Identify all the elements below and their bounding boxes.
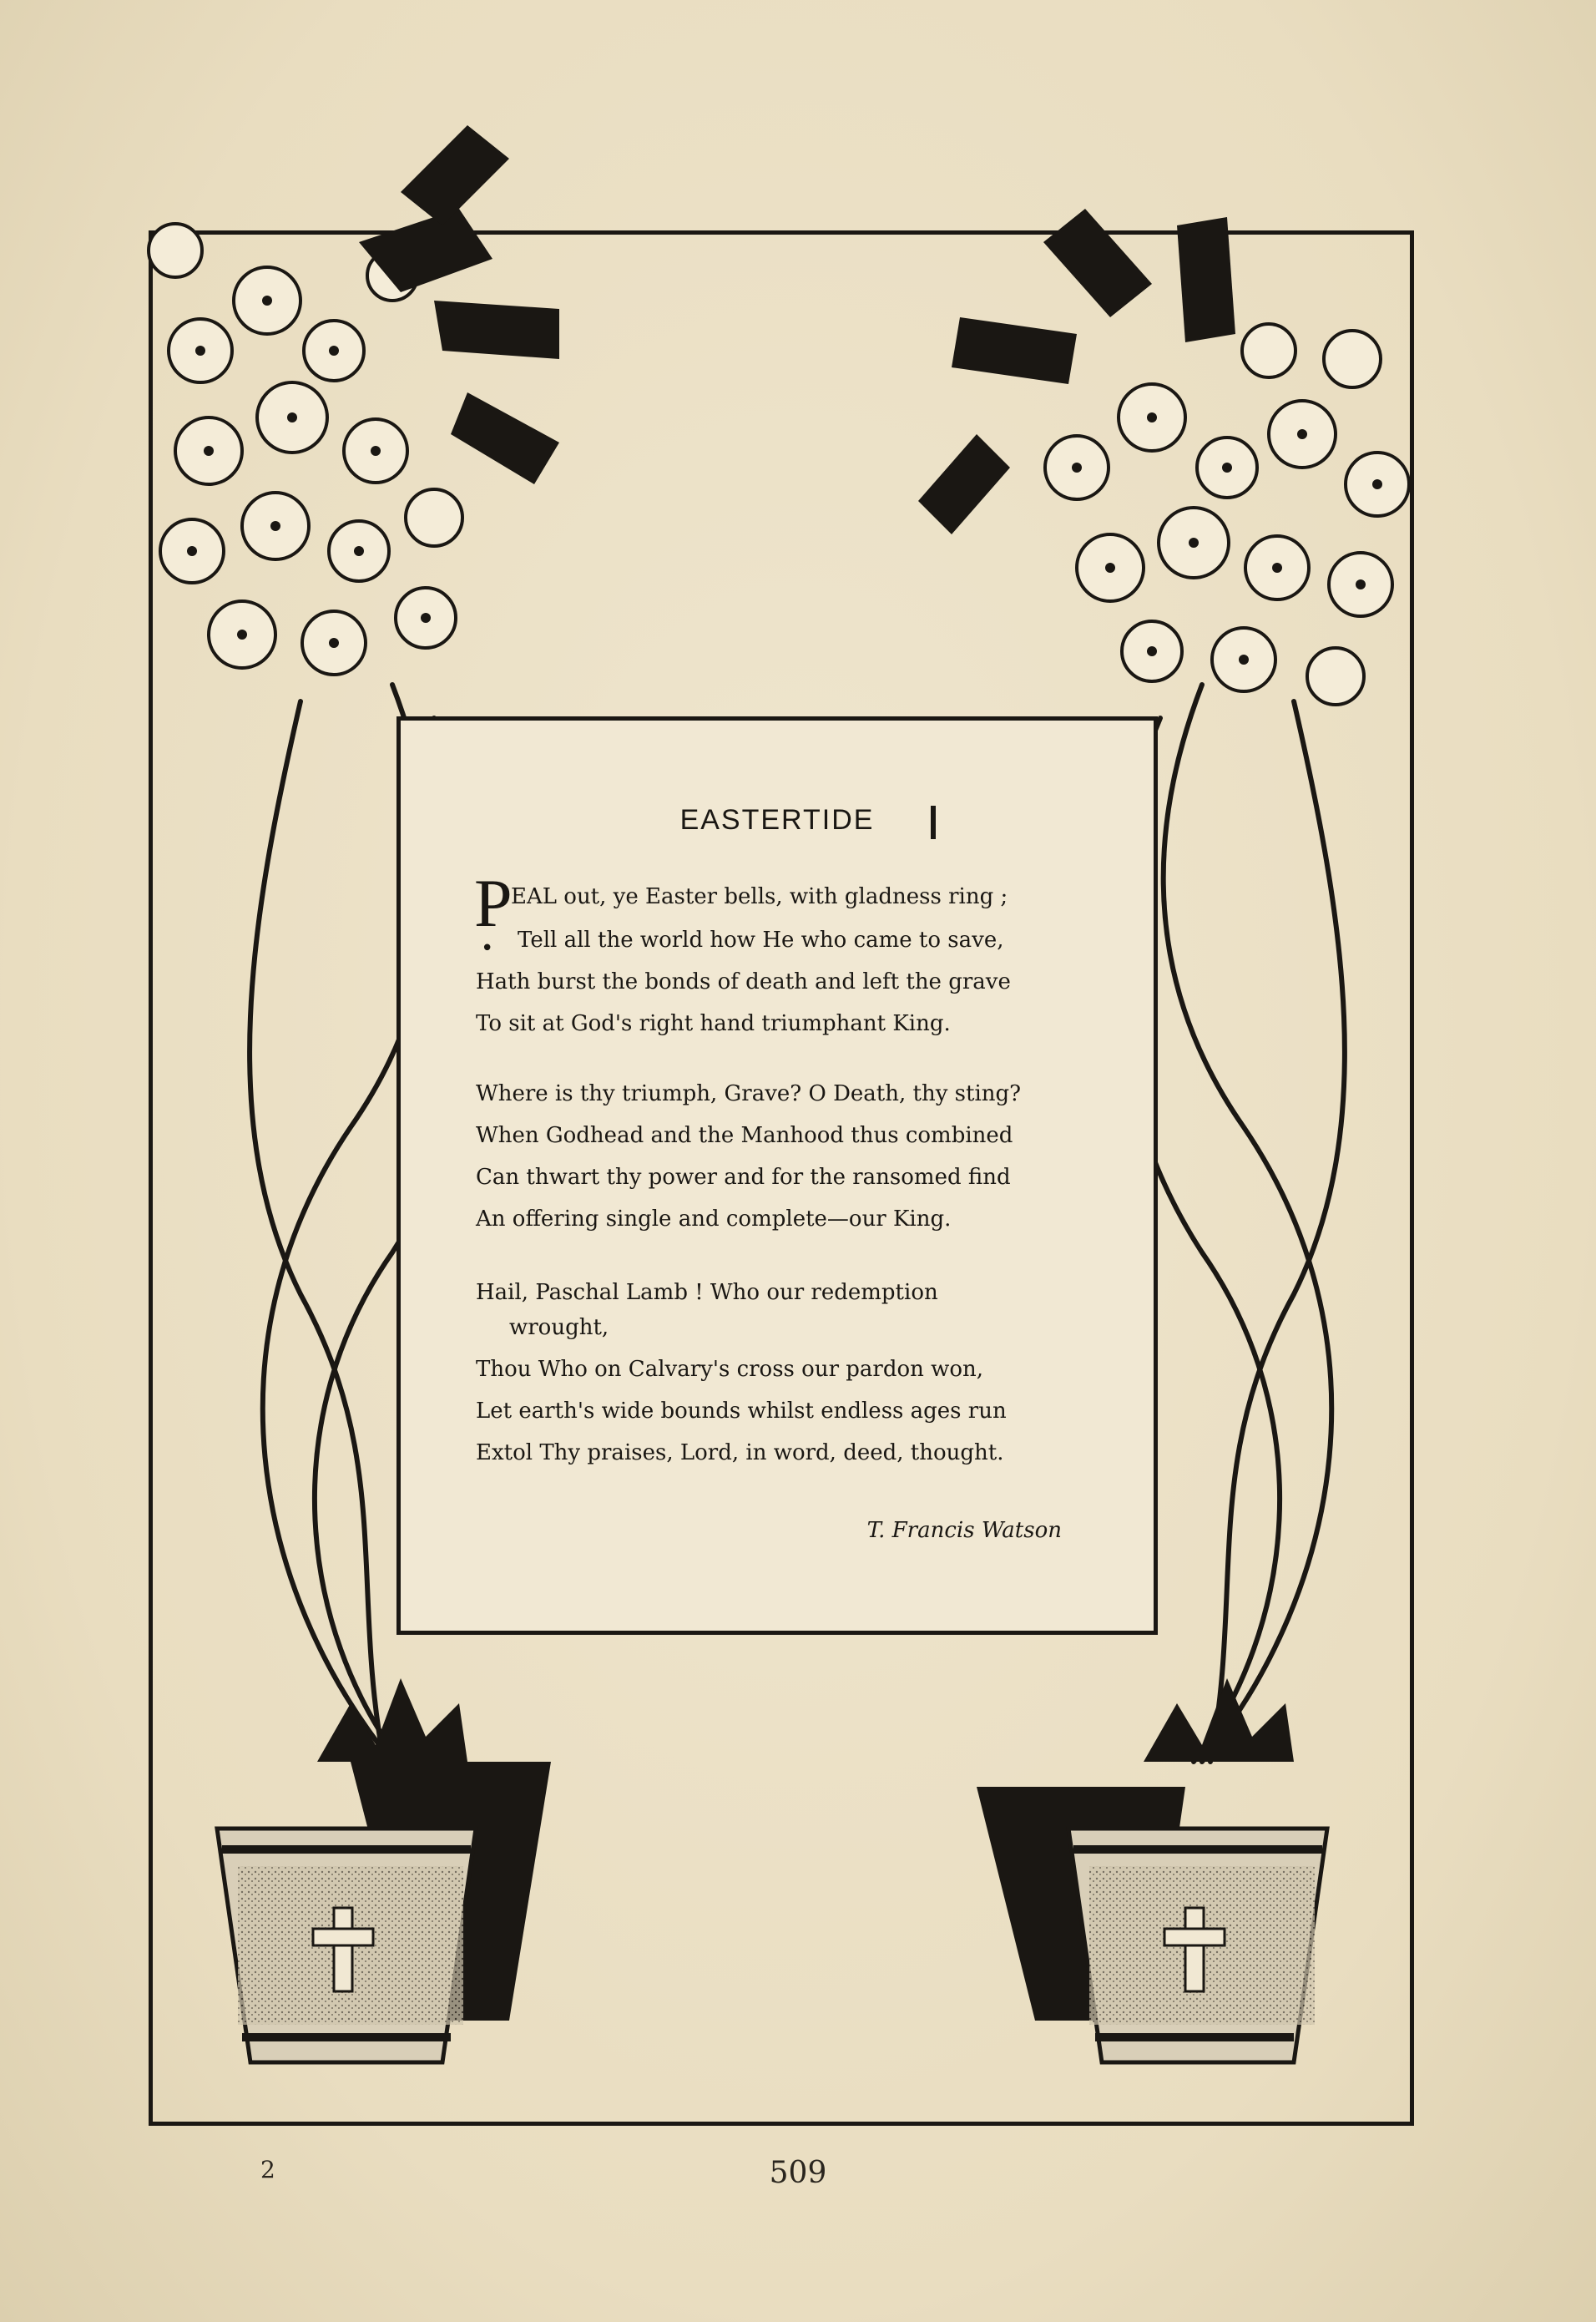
poem-line: Tell all the world how He who came to save, <box>518 928 1004 953</box>
drop-cap: P <box>474 865 513 941</box>
poem-line: To sit at God's right hand triumphant King. <box>476 1011 951 1036</box>
poem-line: wrought, <box>509 1315 609 1340</box>
stanza-1 <box>476 919 1152 1045</box>
right-lily-cluster <box>918 209 1409 705</box>
title-mark <box>931 806 936 839</box>
poem-title: EASTERTIDE <box>679 804 875 836</box>
left-lily-cluster <box>149 125 559 675</box>
left-flower-pot <box>217 1762 551 2062</box>
poem-line: Extol Thy praises, Lord, in word, deed, thought. <box>476 1440 1004 1465</box>
pot-leaves <box>317 1678 1294 1762</box>
poem-author: T. Francis Watson <box>866 1518 1062 1543</box>
poem-line: Can thwart thy power and for the ransomed find <box>476 1165 1011 1190</box>
bullet-mark: • <box>481 936 494 961</box>
poem-panel <box>396 716 1158 1635</box>
poem-line: Hath burst the bonds of death and left the grave <box>476 969 1011 994</box>
poem-line: An offering single and complete—our King. <box>476 1207 952 1232</box>
poem-line: Thou Who on Calvary's cross our pardon won, <box>476 1357 984 1382</box>
poem-line: When Godhead and the Manhood thus combined <box>476 1123 1013 1148</box>
right-flower-pot <box>977 1787 1327 2062</box>
poem-line: Let earth's wide bounds whilst endless ages run <box>476 1399 1007 1424</box>
stanza-3 <box>476 1272 1110 1474</box>
poem-line: Hail, Paschal Lamb ! Who our redemption <box>476 1280 938 1305</box>
page-number: 509 <box>769 2156 827 2190</box>
poem-line: Where is thy triumph, Grave? O Death, thy sting? <box>476 1081 1022 1106</box>
stanza-2 <box>476 1073 1110 1240</box>
signature-mark: 2 <box>260 2156 275 2183</box>
poem-first-line: EAL out, ye Easter bells, with gladness ring ; <box>511 884 1008 909</box>
